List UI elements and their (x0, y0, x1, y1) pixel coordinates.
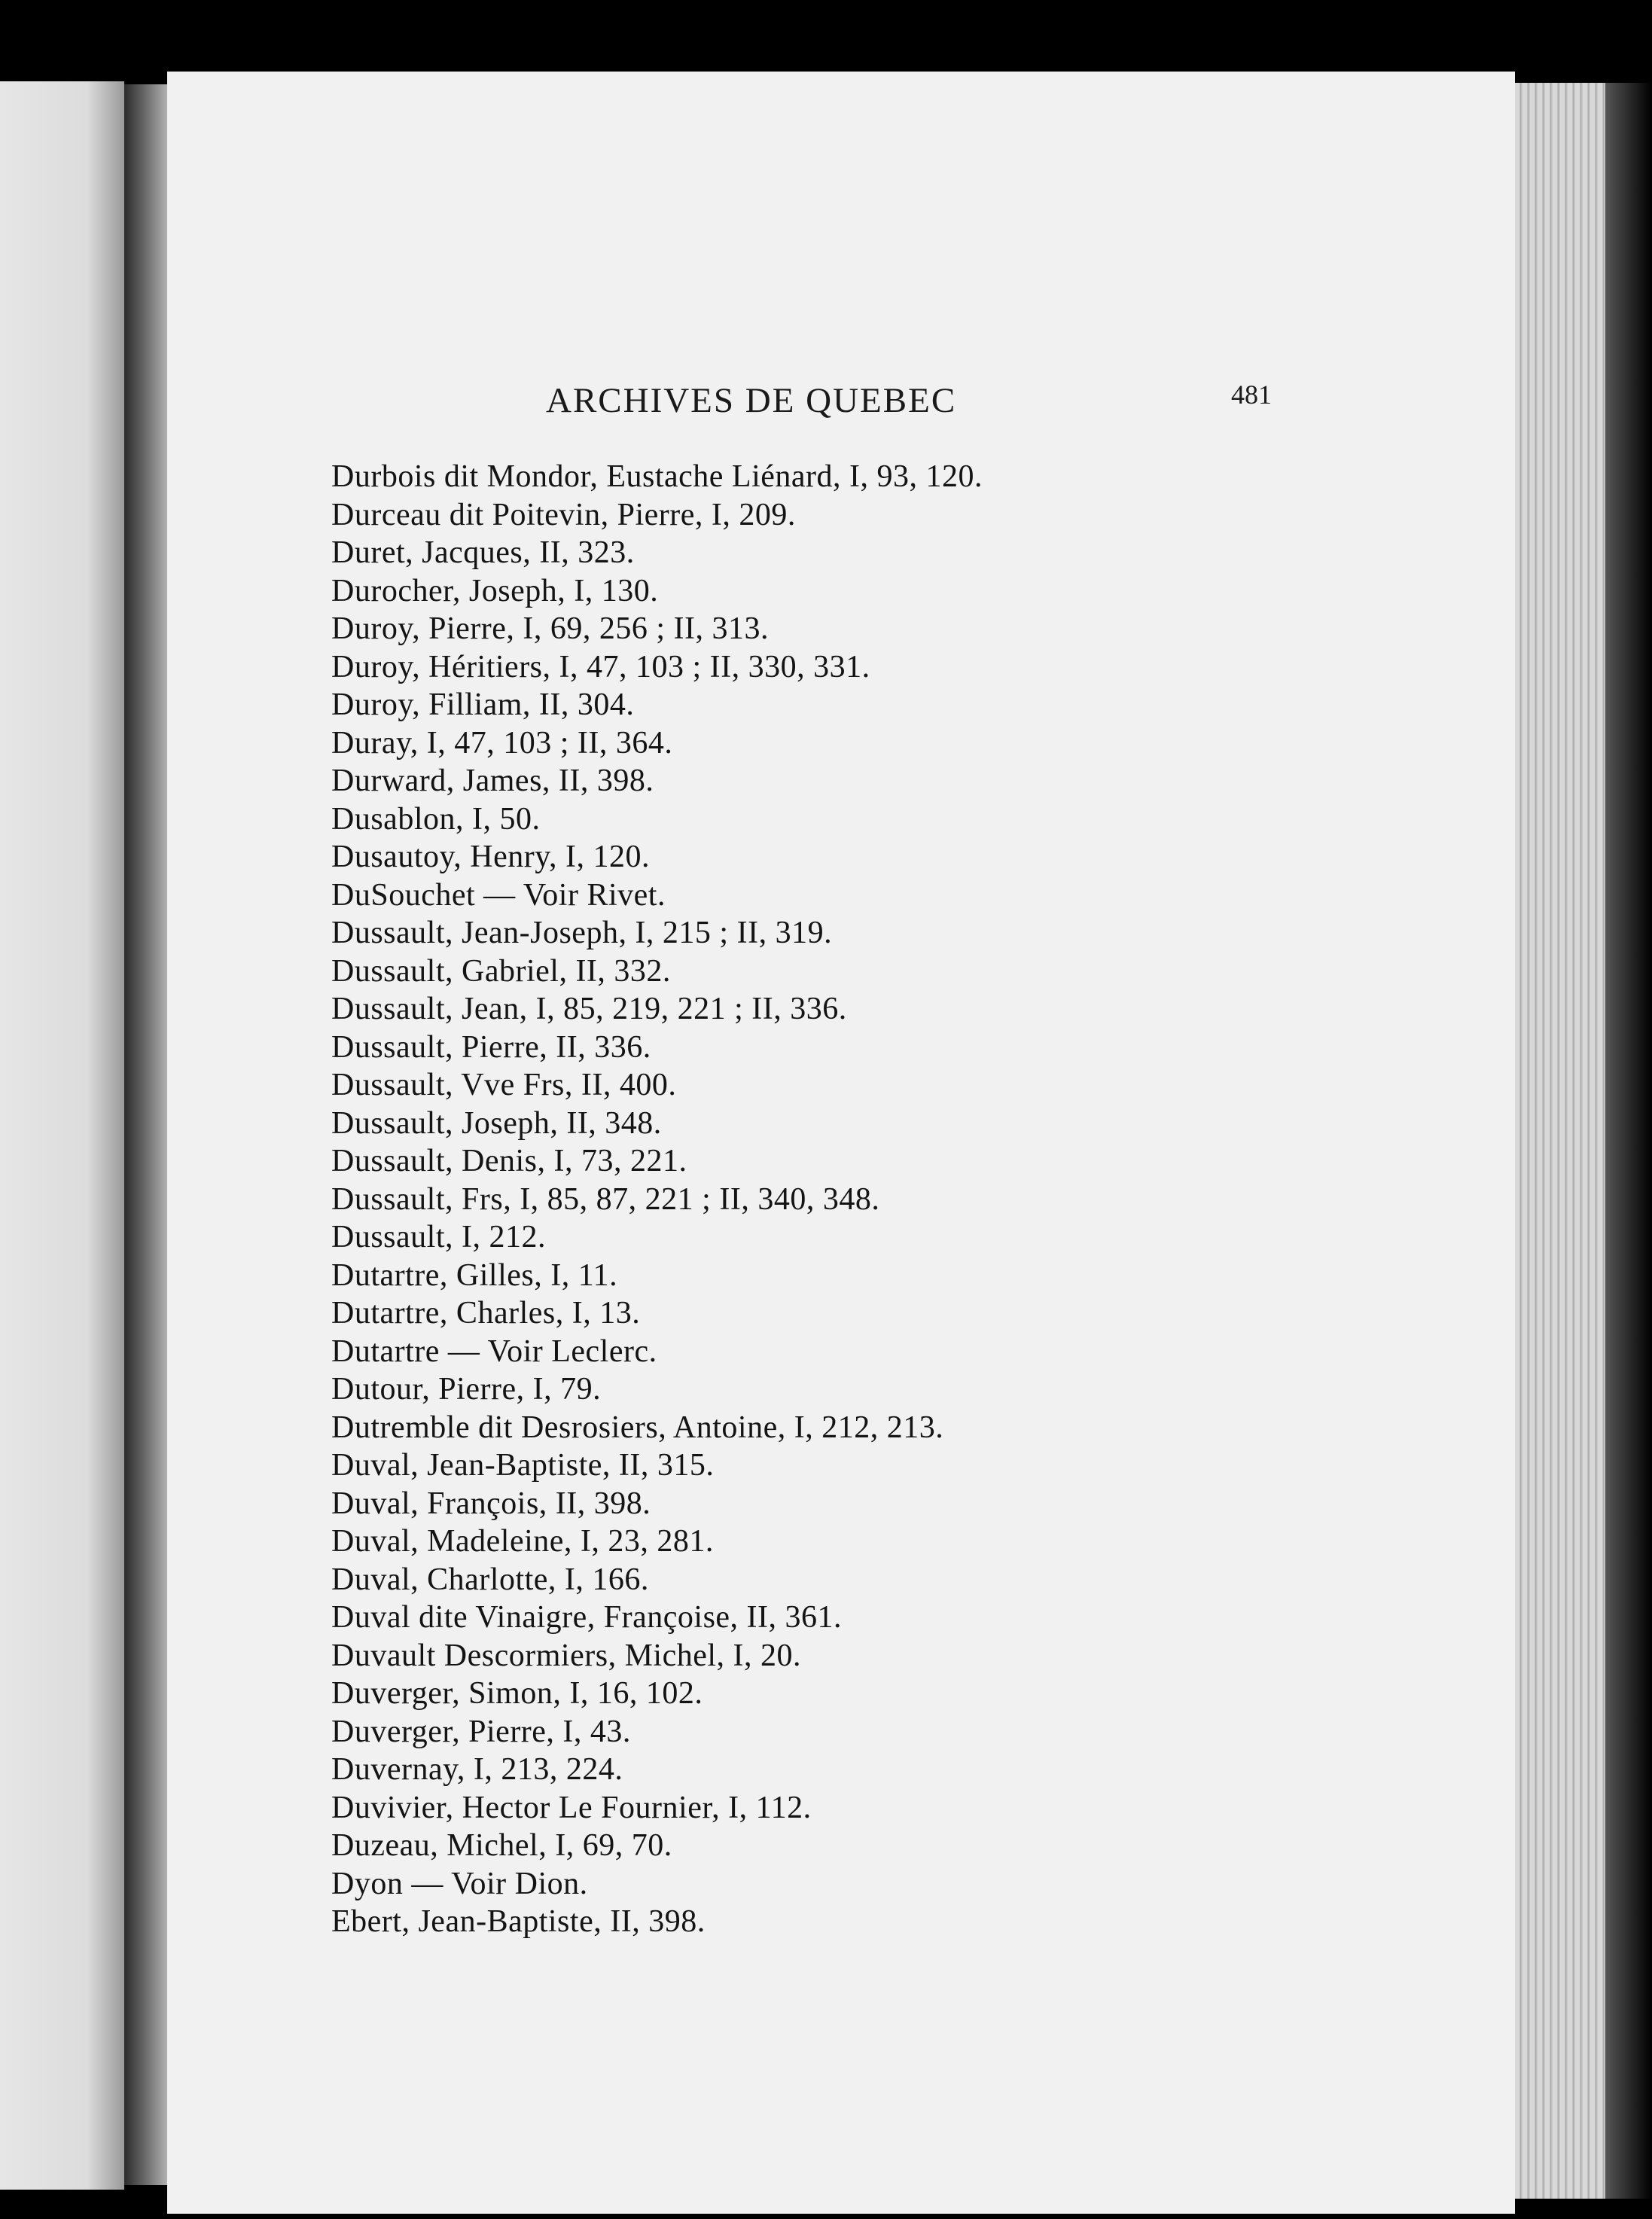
index-entry: Ebert, Jean-Baptiste, II, 398. (331, 1904, 706, 1939)
running-head: ARCHIVES DE QUEBEC (546, 381, 957, 420)
index-entry: Dussault, Joseph, II, 348. (331, 1105, 662, 1141)
index-entry: Dutremble dit Desrosiers, Antoine, I, 212, 213. (331, 1410, 944, 1445)
index-entry: Duverger, Pierre, I, 43. (331, 1714, 631, 1749)
index-entry: Dusablon, I, 50. (331, 801, 541, 837)
index-entry: Duret, Jacques, II, 323. (331, 535, 635, 570)
index-entry: Duvivier, Hector Le Fournier, I, 112. (331, 1790, 812, 1825)
index-entry: Duval, François, II, 398. (331, 1486, 651, 1521)
page-stack-edge (1515, 83, 1605, 2199)
index-entry: Dyon — Voir Dion. (331, 1866, 588, 1901)
index-entry: Dussault, Jean, I, 85, 219, 221 ; II, 336. (331, 992, 847, 1026)
index-entry: Dutour, Pierre, I, 79. (331, 1372, 602, 1407)
index-entry: Dussault, Denis, I, 73, 221. (331, 1144, 687, 1178)
index-entry: Dusautoy, Henry, I, 120. (331, 840, 650, 874)
index-entry: Durceau dit Poitevin, Pierre, I, 209. (331, 497, 796, 532)
index-entry: Duroy, Filliam, II, 304. (331, 687, 635, 722)
index-entry: Dussault, Gabriel, II, 332. (331, 953, 671, 989)
index-entry: Dussault, Jean-Joseph, I, 215 ; II, 319. (331, 916, 833, 950)
index-entry: Duvault Descormiers, Michel, I, 20. (331, 1638, 802, 1673)
index-entry: Dussault, Vve Frs, II, 400. (331, 1068, 677, 1102)
index-entry: Durward, James, II, 398. (331, 764, 654, 798)
index-entry: Duroy, Héritiers, I, 47, 103 ; II, 330, 331. (331, 649, 870, 684)
index-entry: Duroy, Pierre, I, 69, 256 ; II, 313. (331, 611, 770, 646)
index-entry: Duzeau, Michel, I, 69, 70. (331, 1828, 672, 1863)
book-gutter (124, 84, 171, 2185)
index-entry: Duvernay, I, 213, 224. (331, 1752, 623, 1787)
index-entry: Duval, Charlotte, I, 166. (331, 1562, 649, 1597)
index-entry: Duval dite Vinaigre, Françoise, II, 361. (331, 1600, 843, 1635)
index-entry: Durbois dit Mondor, Eustache Liénard, I, 93, 120. (331, 459, 983, 494)
index-entry: Duverger, Simon, I, 16, 102. (331, 1676, 703, 1711)
index-list (331, 458, 1190, 1941)
facing-page-edge (0, 81, 124, 2190)
index-entry: Dutartre — Voir Leclerc. (331, 1334, 657, 1369)
index-entry: Durocher, Joseph, I, 130. (331, 573, 659, 608)
index-entry: Dutartre, Charles, I, 13. (331, 1296, 641, 1330)
index-entry: Dutartre, Gilles, I, 11. (331, 1257, 618, 1293)
index-entry: Duval, Jean-Baptiste, II, 315. (331, 1448, 715, 1483)
index-entry: Duval, Madeleine, I, 23, 281. (331, 1524, 714, 1559)
page-number: 481 (1231, 379, 1272, 410)
page-stack-shadow (1605, 83, 1652, 2199)
index-entry: Dussault, Frs, I, 85, 87, 221 ; II, 340, 348. (331, 1181, 880, 1217)
index-entry: DuSouchet — Voir Rivet. (331, 877, 666, 913)
index-entry: Dussault, I, 212. (331, 1220, 546, 1254)
index-entry: Dussault, Pierre, II, 336. (331, 1029, 651, 1065)
index-entry: Duray, I, 47, 103 ; II, 364. (331, 725, 673, 760)
